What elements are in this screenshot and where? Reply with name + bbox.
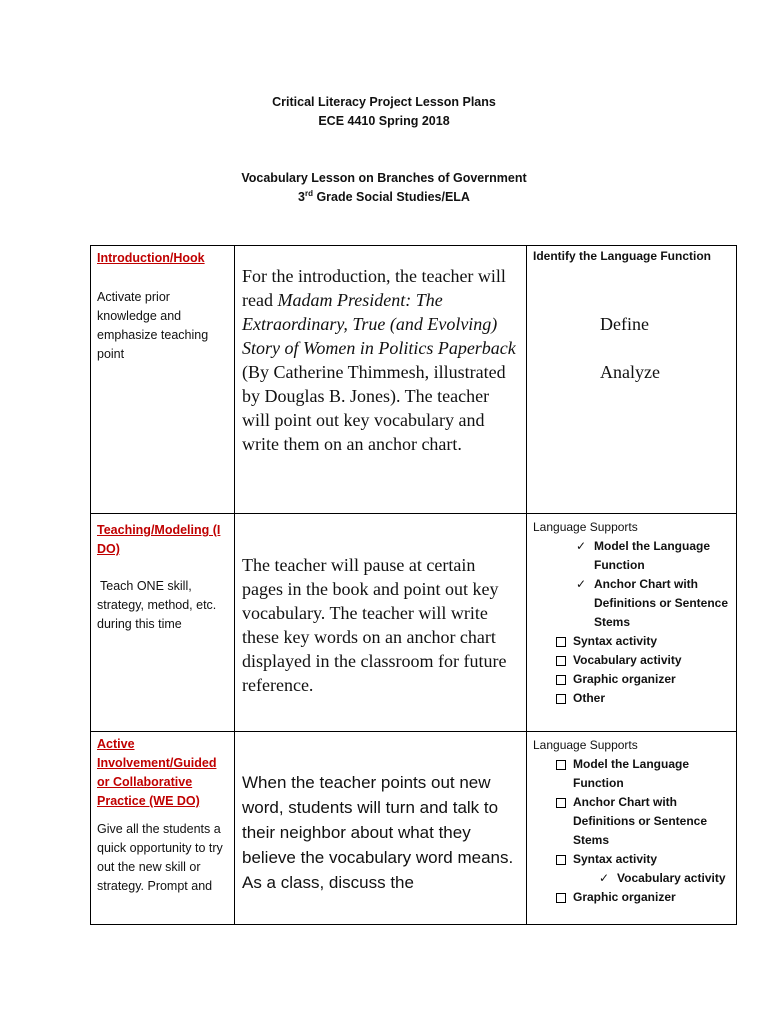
section-cell [91,514,235,732]
support-label: Other [573,691,606,705]
support-label: Model the Language Function [594,539,711,572]
support-label: Syntax activity [573,852,658,866]
checkbox-icon [554,651,568,672]
language-function-heading: Identify the Language Function [533,249,711,263]
body-cell [235,246,527,514]
table-row [91,246,737,514]
table-row [91,514,737,732]
supports-list [527,755,736,907]
document-title: Critical Literacy Project Lesson Plans [272,95,496,109]
support-label: Vocabulary activity [573,653,682,667]
function-cell [527,246,737,514]
checkbox-icon [554,850,568,871]
checkbox-icon [554,670,568,691]
list-item [527,575,736,632]
language-supports-heading: Language Supports [533,520,638,534]
section-cell [91,246,235,514]
body-cell [235,732,527,925]
support-label: Graphic organizer [573,890,676,904]
language-supports-heading: Language Supports [533,738,638,752]
list-item [527,850,736,869]
support-label: Syntax activity [573,634,658,648]
checkmark-icon: ✓ [575,539,587,553]
checkmark-icon: ✓ [598,871,610,885]
grade-subject-text: Grade Social Studies/ELA [312,190,470,204]
support-label: Graphic organizer [573,672,676,686]
course-subtitle: ECE 4410 Spring 2018 [318,114,450,128]
grade-subject [0,188,768,207]
book-title: Madam President: The Extraordinary, True (and Evolving) Story of Women in Politics Paperback [242,290,516,358]
checkbox-icon [554,888,568,909]
body-text: When the teacher points out new word, students will turn and talk to their neighbor about what they believe the vocabulary word means. As a class, discuss the [242,773,514,892]
list-item [527,888,736,907]
body-cell [235,514,527,732]
function-define: Define [600,314,649,334]
list-item [527,689,736,708]
supports-cell [527,514,737,732]
lesson-title: Vocabulary Lesson on Branches of Government [241,171,527,185]
function-analyze: Analyze [600,362,660,382]
support-label: Model the Language Function [573,757,690,790]
section-title: Teaching/Modeling (I DO) [97,523,221,556]
support-label: Anchor Chart with Definitions or Sentence Stems [573,795,708,847]
list-item [527,869,736,888]
section-title: Introduction/Hook [97,251,205,265]
lesson-plan-table [90,245,737,925]
checkmark-icon: ✓ [575,577,587,591]
checkbox-icon [554,793,568,814]
support-label: Vocabulary activity [617,871,726,885]
list-item [527,793,736,850]
list-item [527,651,736,670]
table-row [91,732,737,925]
section-description: Give all the students a quick opportunity to try out the new skill or strategy. Prompt and [97,822,223,893]
support-label: Anchor Chart with Definitions or Sentence Stems [594,577,729,629]
section-cell [91,732,235,925]
section-description: Teach ONE skill, strategy, method, etc. during this time [97,579,217,631]
list-item [527,670,736,689]
body-text-intro: For the introduction, the teacher will read [242,266,506,310]
checkbox-icon [554,755,568,776]
list-item [527,632,736,651]
section-title: Active Involvement/Guided or Collaborative Practice (WE DO) [97,737,217,808]
supports-cell [527,732,737,925]
supports-list [527,537,736,708]
body-text-rest: (By Catherine Thimmesh, illustrated by Douglas B. Jones). The teacher will point out key vocabulary and write them on an anchor chart. [242,362,506,454]
grade-ordinal: 3 [298,190,305,204]
checkbox-icon [554,689,568,710]
body-text: The teacher will pause at certain pages in the book and point out key vocabulary. The teacher will write these key words on an anchor chart displayed in the classroom for future reference. [242,555,507,695]
list-item [527,755,736,793]
grade-ordinal-suffix: rd [304,188,313,198]
section-description: Activate prior knowledge and emphasize teaching point [97,290,209,361]
body-text [242,264,518,456]
list-item [527,537,736,575]
checkbox-icon [554,632,568,653]
